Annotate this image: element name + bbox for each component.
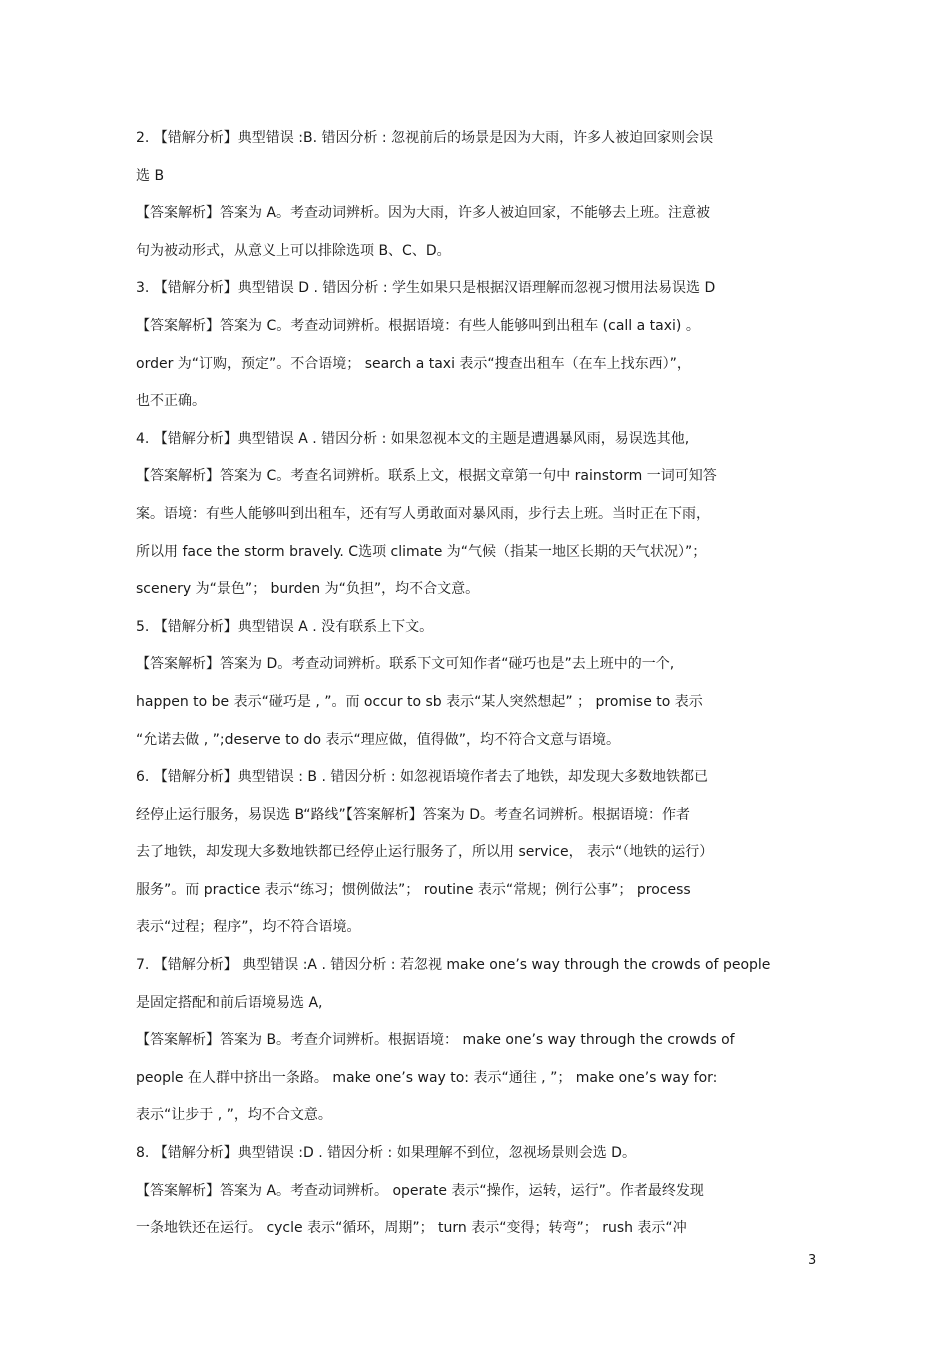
text-line: 是固定搭配和前后语境易选 A, — [136, 994, 323, 1011]
text-line: 2. 【错解分析】典型错误 :B. 错因分析 : 忽视前后的场景是因为大雨，许多人被迫回家则会误 — [136, 130, 714, 146]
text-line: 表示“让步于 , ”，均不合文意。 — [136, 1107, 332, 1124]
text-line: 【答案解析】答案为 B。考查介词辨析。根据语境： make one’s way through the crowds of — [136, 1032, 735, 1049]
answer-analysis-text — [136, 120, 816, 1248]
text-line: 7. 【错解分析】 典型错误 :A . 错因分析 : 若忽视 make one’s way through the crowds of people — [136, 957, 771, 974]
text-line: 8. 【错解分析】典型错误 :D . 错因分析 : 如果理解不到位，忽视场景则会选 D。 — [136, 1145, 636, 1162]
page-number: 3 — [808, 1253, 817, 1268]
text-line: “允诺去做 , ”;deserve to do 表示“理应做，值得做”，均不符合文意与语境。 — [136, 731, 620, 748]
text-line: 也不正确。 — [136, 393, 206, 410]
text-line: order 为“订购，预定”。不合语境； search a taxi 表示“搜查出租车（在车上找东西）”， — [136, 355, 691, 372]
text-line: 去了地铁，却发现大多数地铁都已经停止运行服务了，所以用 service， 表示“（地铁的运行） — [136, 844, 714, 861]
text-line: 句为被动形式，从意义上可以排除选项 B、C、D。 — [136, 242, 451, 259]
text-line: 4. 【错解分析】典型错误 A . 错因分析 : 如果忽视本文的主题是遭遇暴风雨，易误选其他, — [136, 430, 690, 447]
text-line: 5. 【错解分析】典型错误 A . 没有联系上下文。 — [136, 618, 434, 635]
text-line: happen to be 表示“碰巧是 , ”。而 occur to sb 表示“某人突然想起” ； promise to 表示 — [136, 693, 703, 710]
text-line: 服务”。而 practice 表示“练习；惯例做法”； routine 表示“常规；例行公事”； process — [136, 881, 691, 898]
text-line: 案。语境：有些人能够叫到出租车，还有写人勇敢面对暴风雨，步行去上班。当时正在下雨， — [136, 505, 710, 522]
text-line: 表示“过程；程序”，均不符合语境。 — [136, 919, 361, 936]
text-line: 选 B — [136, 167, 165, 184]
text-line: 【答案解析】答案为 A。考查动词辨析。 operate 表示“操作，运转，运行”。作者最终发现 — [136, 1182, 704, 1199]
text-line: 6. 【错解分析】典型错误 : B . 错因分析 : 如忽视语境作者去了地铁，却发现大多数地铁都已 — [136, 769, 708, 786]
text-line: 【答案解析】答案为 C。考查动词辨析。根据语境：有些人能够叫到出租车 (call a taxi) 。 — [136, 317, 700, 334]
text-line: scenery 为“景色”； burden 为“负担”，均不合文意。 — [136, 581, 480, 598]
text-line: 一条地铁还在运行。 cycle 表示“循环，周期”； turn 表示“变得；转弯”； rush 表示“冲 — [136, 1220, 687, 1237]
text-line: people 在人群中挤出一条路。 make one’s way to: 表示“通往 , ”； make one’s way for: — [136, 1069, 718, 1086]
text-line: 【答案解析】答案为 A。考查动词辨析。因为大雨，许多人被迫回家，不能够去上班。注意被 — [136, 205, 711, 222]
text-line: 经停止运行服务，易误选 B“路线”【答案解析】答案为 D。考查名词辨析。根据语境：作者 — [136, 806, 691, 823]
text-line: 【答案解析】答案为 D。考查动词辨析。联系下文可知作者“碰巧也是”去上班中的一个, — [136, 656, 675, 673]
text-line: 【答案解析】答案为 C。考查名词辨析。联系上文，根据文章第一句中 rainstorm 一词可知答 — [136, 468, 717, 485]
text-line: 所以用 face the storm bravely. C选项 climate 为“气候（指某一地区长期的天气状况）”； — [136, 543, 707, 560]
text-line: 3. 【错解分析】典型错误 D . 错因分析 : 学生如果只是根据汉语理解而忽视习惯用法易误选 D — [136, 280, 716, 297]
